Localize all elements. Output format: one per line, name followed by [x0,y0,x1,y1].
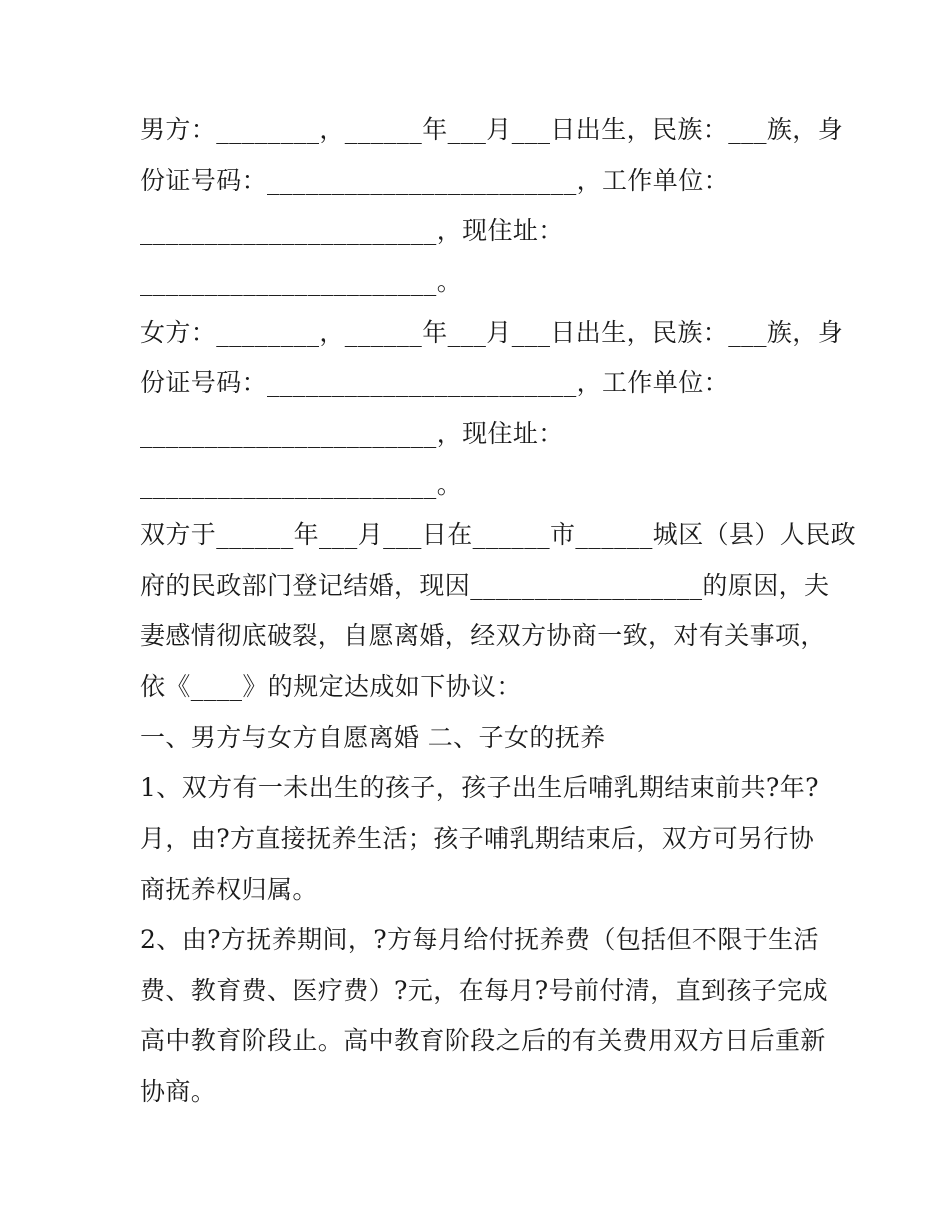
text-line-male-id: 份证号码：________________________，工作单位： [140,166,730,195]
text-line-female-info: 女方：________，______年___月___日出生，民族：___族，身 [140,318,844,347]
text-line-clause-1-c: 商抚养权归属。 [140,875,318,904]
text-line-clause-1-b: 月，由?方直接抚养生活；孩子哺乳期结束后，双方可另行协 [140,824,815,853]
section-heading-clauses: 一、男方与女方自愿离婚 二、子女的抚养 [140,723,606,752]
text-line-marriage-date: 双方于______年___月___日在______市______城区（县）人民政 [140,520,857,549]
text-line-female-id: 份证号码：________________________，工作单位： [140,368,730,397]
text-line-clause-2-d: 协商。 [140,1077,217,1106]
text-line-clause-2-b: 费、教育费、医疗费）?元，在每月?号前付清，直到孩子完成 [140,976,829,1005]
text-line-male-info: 男方：________，______年___月___日出生，民族：___族，身 [140,115,844,144]
text-line-female-workplace: _______________________，现住址： [140,419,564,448]
text-line-male-workplace: _______________________，现住址： [140,216,564,245]
text-line-clause-2-a: 2、由?方抚养期间，?方每月给付抚养费（包括但不限于生活 [140,925,819,954]
text-line-male-address: _______________________。 [140,267,463,296]
text-line-clause-2-c: 高中教育阶段止。高中教育阶段之后的有关费用双方日后重新 [140,1026,826,1055]
text-line-agreement-basis: 妻感情彻底破裂，自愿离婚，经双方协商一致，对有关事项， [140,621,826,650]
text-line-clause-1-a: 1、双方有一未出生的孩子，孩子出生后哺乳期结束前共?年? [140,773,819,802]
text-line-marriage-registration: 府的民政部门登记结婚，现因__________________的原因，夫 [140,571,830,600]
text-line-agreement-law: 依《____》的规定达成如下协议： [140,672,522,701]
text-line-female-address: _______________________。 [140,470,463,499]
